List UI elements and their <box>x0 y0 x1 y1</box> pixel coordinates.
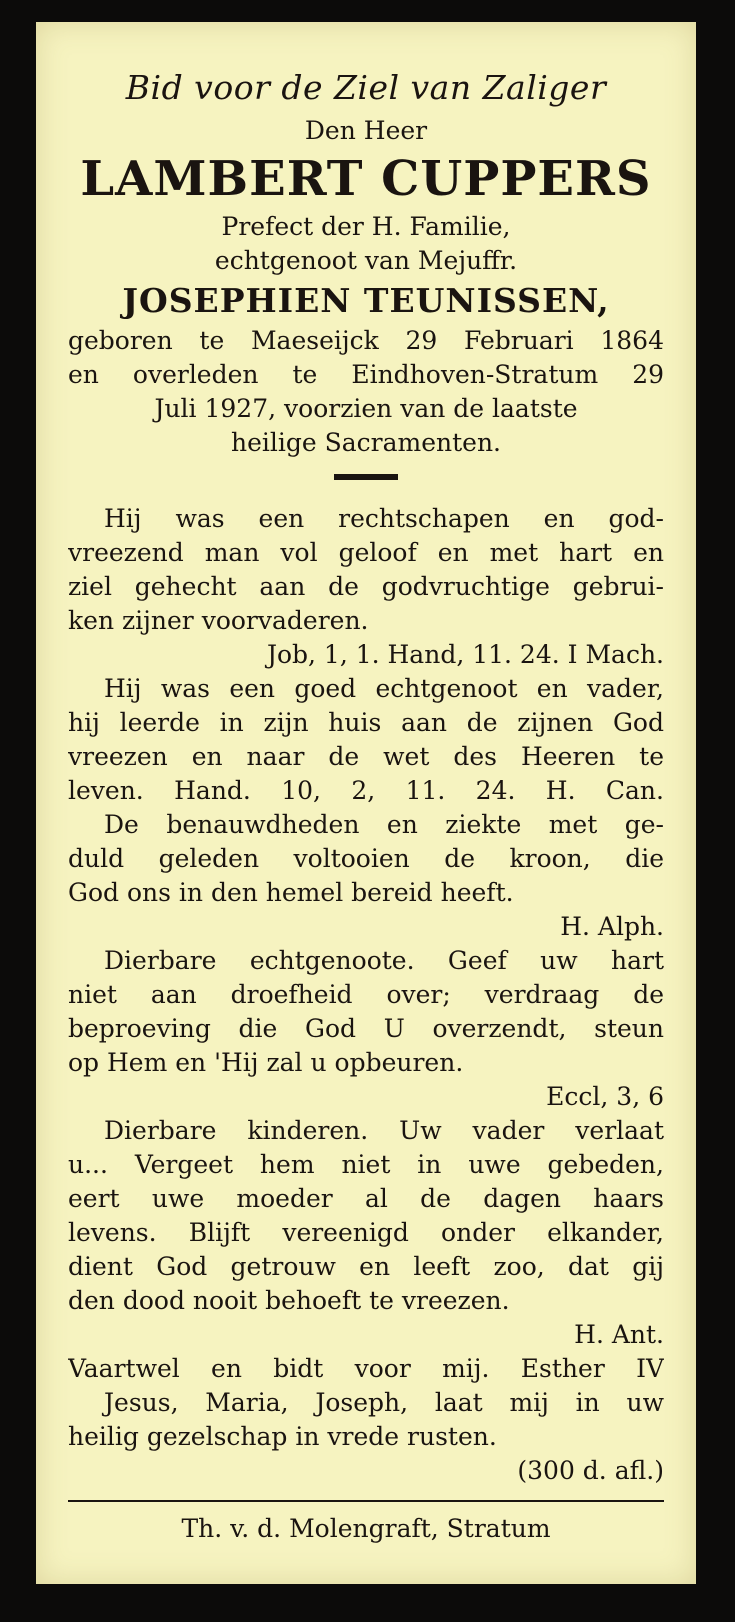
footer-rule <box>68 1500 664 1502</box>
text-line: ziel gehecht aan de godvruchtige gebrui- <box>68 572 664 601</box>
text-line: vreezen en naar de wet des Heeren te <box>68 742 664 771</box>
text-line: beproeving die God U overzendt, steun <box>68 1014 664 1043</box>
text-line: eert uwe moeder al de dagen haars <box>68 1184 664 1213</box>
text-line: Dierbare echtgenoote. Geef uw hart <box>104 946 664 975</box>
text-line-with-citation <box>68 1352 664 1386</box>
spouse-intro: echtgenoot van Mejuffr. <box>214 246 518 275</box>
bio-line: en overleden te Eindhoven-Stratum 29 <box>68 360 664 389</box>
text-line: den dood nooit behoeft te vreezen. <box>68 1286 510 1315</box>
text-fragment: leven. <box>68 776 144 805</box>
text-line-with-citation <box>68 774 664 808</box>
text-line: heilig gezelschap in vrede rusten. <box>68 1422 497 1451</box>
text-line: vreezend man vol geloof en met hart en <box>68 538 664 567</box>
text-line: hij leerde in zijn huis aan de zijnen God <box>68 708 664 737</box>
bio-line: heilige Sacramenten. <box>230 428 501 457</box>
text-line: Hij was een rechtschapen en god- <box>104 504 664 533</box>
text-fragment: Vaartwel en bidt voor mij. <box>68 1354 490 1383</box>
text-line: levens. Blijft vereenigd onder elkander, <box>68 1218 664 1247</box>
citation: Job, 1, 1. Hand, 11. 24. I Mach. <box>266 640 664 669</box>
citation: H. Alph. <box>560 912 664 941</box>
text-line: duld geleden voltooien de kroon, die <box>68 844 664 873</box>
text-line: niet aan droefheid over; verdraag de <box>68 980 664 1009</box>
deceased-name: LAMBERT CUPPERS <box>80 151 652 207</box>
role: Prefect der H. Familie, <box>221 212 511 241</box>
text-line: ken zijner voorvaderen. <box>68 606 369 635</box>
text-line: Jesus, Maria, Joseph, laat mij in uw <box>104 1388 664 1417</box>
spouse-name: JOSEPHIEN TEUNISSEN, <box>122 281 610 320</box>
text-line: Dierbare kinderen. Uw vader verlaat <box>104 1116 664 1145</box>
text-line: op Hem en 'Hij zal u opbeuren. <box>68 1048 464 1077</box>
citation: Esther IV <box>520 1354 664 1383</box>
citation: Hand. 10, 2, 11. 24. H. Can. <box>174 776 664 805</box>
card-content <box>68 62 664 1546</box>
citation: H. Ant. <box>574 1320 664 1349</box>
section-divider <box>334 474 398 480</box>
text-line: God ons in den hemel bereid heeft. <box>68 878 514 907</box>
bio-line: geboren te Maeseijck 29 Februari 1864 <box>68 326 664 355</box>
memorial-card <box>36 22 696 1584</box>
citation: Eccl, 3, 6 <box>546 1082 664 1111</box>
printer-credit: Th. v. d. Molengraft, Stratum <box>181 1514 551 1543</box>
indulgence-note: (300 d. afl.) <box>517 1456 664 1485</box>
text-line: u... Vergeet hem niet in uwe gebeden, <box>68 1150 664 1179</box>
bio-line: Juli 1927, voorzien van de laatste <box>154 394 578 423</box>
prayer-title: Bid voor de Ziel van Zaliger <box>125 68 607 107</box>
honorific: Den Heer <box>304 116 428 145</box>
text-line: Hij was een goed echtgenoot en vader, <box>104 674 664 703</box>
text-line: De benauwdheden en ziekte met ge- <box>104 810 664 839</box>
text-line: dient God getrouw en leeft zoo, dat gij <box>68 1252 664 1281</box>
